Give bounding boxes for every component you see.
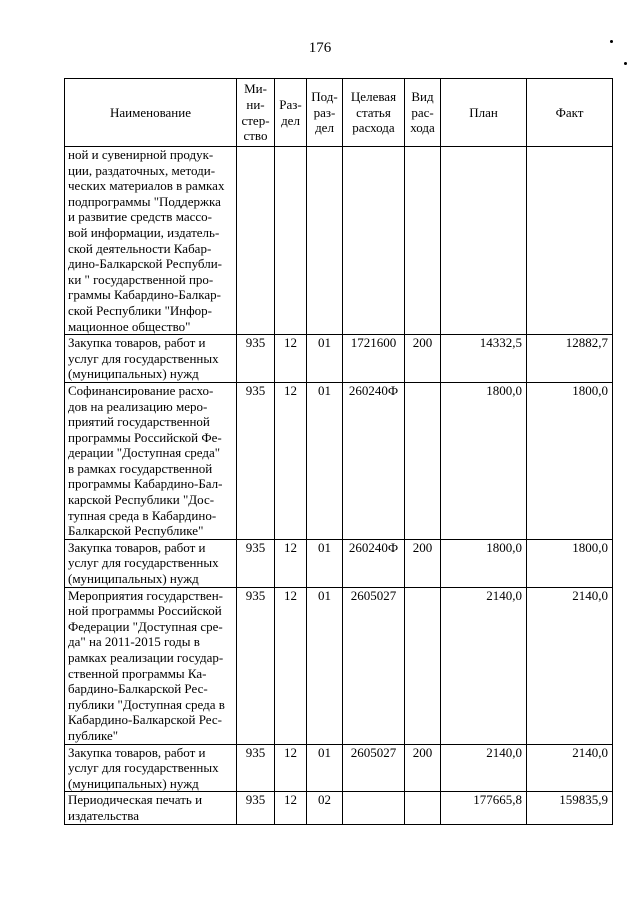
header-target [343,79,405,147]
row-name [65,792,237,824]
table-row [65,382,613,539]
row-target: 260240Ф [343,539,405,587]
row-ministry: 935 [237,335,275,383]
row-fact: 159835,9 [527,792,613,824]
header-ministry [237,79,275,147]
scan-speck [624,62,627,65]
header-subsection [307,79,343,147]
row-section: 12 [275,539,307,587]
table-row [65,539,613,587]
row-target: 1721600 [343,335,405,383]
row-fact: 12882,7 [527,335,613,383]
row-section: 12 [275,382,307,539]
header-type [405,79,441,147]
row-plan: 177665,8 [441,792,527,824]
row-subsection: 01 [307,382,343,539]
row-section: 12 [275,744,307,792]
table-row [65,587,613,744]
row-target [343,147,405,335]
scan-speck [610,40,613,43]
row-target: 2605027 [343,744,405,792]
header-section-label: Раз- дел [279,96,302,128]
row-name [65,744,237,792]
row-section: 12 [275,792,307,824]
row-plan: 2140,0 [441,587,527,744]
row-ministry: 935 [237,539,275,587]
header-type-label: Вид рас- хода [410,89,435,136]
row-plan: 14332,5 [441,335,527,383]
row-ministry: 935 [237,744,275,792]
row-section [275,147,307,335]
row-name-text: Закупка товаров, работ и услуг для государственных (муниципальных) нужд [68,744,219,791]
row-type: 200 [405,744,441,792]
row-fact: 1800,0 [527,539,613,587]
row-target [343,792,405,824]
row-subsection: 01 [307,587,343,744]
row-type: 200 [405,539,441,587]
row-plan: 1800,0 [441,382,527,539]
header-section [275,79,307,147]
row-fact: 1800,0 [527,382,613,539]
row-type [405,382,441,539]
row-name [65,587,237,744]
row-subsection: 02 [307,792,343,824]
row-type [405,147,441,335]
row-type [405,587,441,744]
table-row [65,744,613,792]
row-fact: 2140,0 [527,587,613,744]
row-name-text: Периодическая печать и издательства [68,792,203,823]
table-row [65,792,613,824]
row-name [65,382,237,539]
table-row [65,147,613,335]
row-section: 12 [275,335,307,383]
row-subsection: 01 [307,335,343,383]
row-plan [441,147,527,335]
row-fact: 2140,0 [527,744,613,792]
row-name-text: Мероприятия государствен- ной программы Российской Федерации "Доступная сре- да" на 2011-2015 годы в рамках реализации государ- ственной программы Ка- бардино-Балкарской Рес- публики "Доступная среда в Кабардино-Балкарской Рес- публике" [68,587,225,743]
row-subsection [307,147,343,335]
row-ministry [237,147,275,335]
table-row [65,335,613,383]
row-name-text: Закупка товаров, работ и услуг для государственных (муниципальных) нужд [68,335,219,382]
header-plan: План [441,79,527,147]
row-fact [527,147,613,335]
header-ministry-label: Ми- ни- стер- ство [241,81,270,144]
row-name-text: Закупка товаров, работ и услуг для государственных (муниципальных) нужд [68,539,219,587]
row-subsection: 01 [307,744,343,792]
header-subsection-label: Под- раз- дел [311,89,338,136]
row-name-text: Софинансирование расхо- дов на реализацию меро- приятий государственной программы Российской Фе- дерации "Доступная среда" в рамках государственной программы Кабардино-Бал- карской Республики "Дос- тупная среда в Кабардино- Балкарской Республике" [68,382,223,539]
row-name [65,539,237,587]
row-subsection: 01 [307,539,343,587]
row-target: 2605027 [343,587,405,744]
row-target: 260240Ф [343,382,405,539]
row-name [65,147,237,335]
row-name-text: ной и сувенирной продук- ции, раздаточных, методи- ческих материалов в рамках подпрограммы "Поддержка и развитие средств массо- вой информации, издатель- ской деятельности Кабар- дино-Балкарской Республи- ки " государственной про- граммы Кабардино-Балкар- ской Республики "Инфор- мационное общество" [68,147,225,334]
row-plan: 1800,0 [441,539,527,587]
row-type: 200 [405,335,441,383]
page-number: 176 [308,40,332,56]
header-name: Наименование [65,79,237,147]
row-ministry: 935 [237,792,275,824]
budget-table [64,78,613,825]
header-fact: Факт [527,79,613,147]
header-target-label: Целевая статья расхода [350,89,397,136]
row-section: 12 [275,587,307,744]
row-type [405,792,441,824]
row-ministry: 935 [237,587,275,744]
header-row [65,79,613,147]
row-plan: 2140,0 [441,744,527,792]
row-ministry: 935 [237,382,275,539]
row-name [65,335,237,383]
